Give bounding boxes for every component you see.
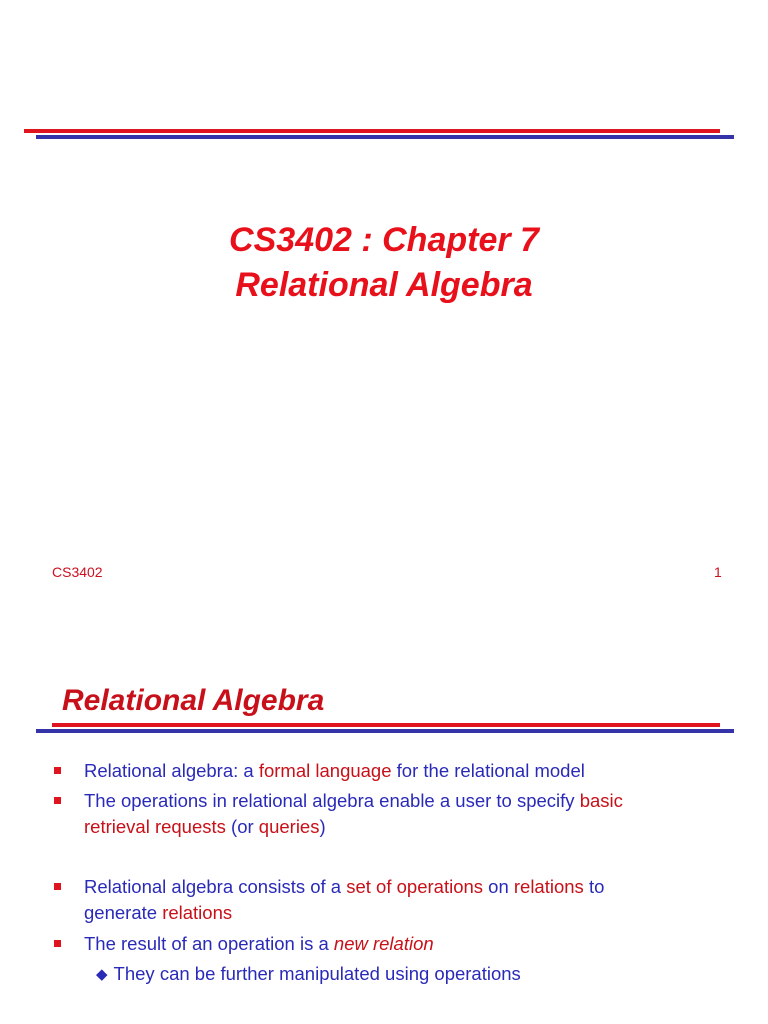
bullet-4-text-a: The result of an operation is a: [84, 933, 334, 954]
bullet-2-text-c: ): [319, 816, 326, 837]
diamond-bullet-icon: ◆: [96, 966, 108, 983]
bullet-item-2: [84, 788, 724, 840]
slide-title-line-2: Relational Algebra: [235, 266, 533, 304]
bullet-2-text-a: The operations in relational algebra enable a user to specify: [84, 790, 580, 811]
bullet-3-highlight-set: set of operations: [346, 876, 484, 897]
bullet-4-highlight-new-relation: new relation: [333, 933, 434, 954]
bullet-item-4: [84, 931, 724, 957]
square-bullet-icon: [54, 767, 61, 774]
footer-page-number: 1: [714, 564, 722, 580]
bullet-3-text-c: to: [583, 876, 605, 897]
bullet-1-text-a: Relational algebra: a: [84, 760, 259, 781]
footer-course-code: CS3402: [52, 564, 103, 580]
sub-bullet-item: [96, 961, 521, 989]
bullet-3-line-1: [84, 874, 724, 900]
slide-title: [0, 218, 768, 308]
bullet-2-text-b: (or: [225, 816, 259, 837]
bullet-1-text-b: for the relational model: [391, 760, 585, 781]
bullet-3-highlight-relations: relations: [513, 876, 584, 897]
bullet-item-3: [84, 874, 724, 926]
top-blue-rule: [36, 135, 734, 139]
bullet-2-highlight-basic: basic: [579, 790, 623, 811]
sub-bullet-text: They can be further manipulated using operations: [113, 963, 521, 984]
bullet-1-highlight: formal language: [258, 760, 392, 781]
slide-2-title: Relational Algebra: [62, 684, 325, 717]
bullet-3-text-b: on: [483, 876, 514, 897]
slide-2: [0, 640, 768, 1024]
slide-title-line-1: CS3402 : Chapter 7: [229, 221, 539, 259]
bullet-3-text-a: Relational algebra consists of a: [84, 876, 347, 897]
bullet-2-line-1: [84, 788, 724, 814]
bullet-3-highlight-relations-2: relations: [162, 902, 233, 923]
square-bullet-icon: [54, 797, 61, 804]
square-bullet-icon: [54, 883, 61, 890]
bullet-2-highlight-queries: queries: [258, 816, 320, 837]
top-red-rule: [24, 129, 720, 133]
bullet-3-text-d: generate: [84, 902, 163, 923]
square-bullet-icon: [54, 940, 61, 947]
slide-2-blue-rule: [36, 729, 734, 733]
bullet-item-1: [84, 758, 724, 784]
slide-2-red-rule: [52, 723, 720, 727]
bullet-2-highlight-retrieval: retrieval requests: [84, 816, 226, 837]
bullet-2-line-2: [84, 814, 724, 840]
bullet-3-line-2: [84, 900, 724, 926]
